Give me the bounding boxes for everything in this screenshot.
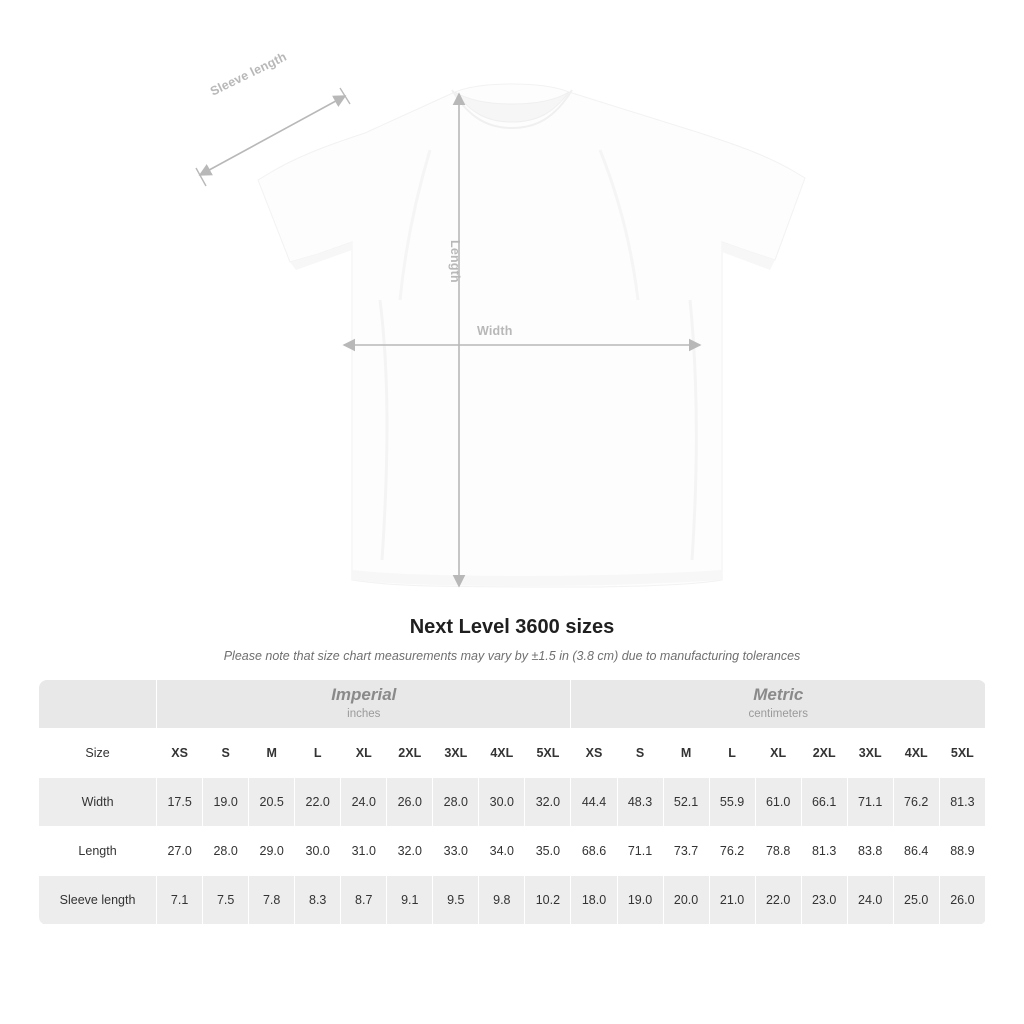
measurement-cell: 68.6	[571, 827, 617, 876]
measurement-cell: 73.7	[663, 827, 709, 876]
column-header-cell: S	[617, 729, 663, 778]
measurement-cell: 66.1	[801, 778, 847, 827]
unit-system-row	[39, 680, 986, 729]
row-header-cell: Length	[39, 827, 157, 876]
measurement-cell: 44.4	[571, 778, 617, 827]
column-header-cell: L	[295, 729, 341, 778]
column-header-cell: 4XL	[893, 729, 939, 778]
measurement-cell: 81.3	[939, 778, 985, 827]
measurement-cell: 22.0	[295, 778, 341, 827]
measurement-cell: 34.0	[479, 827, 525, 876]
measurement-cell: 88.9	[939, 827, 985, 876]
column-header-cell: S	[203, 729, 249, 778]
measurement-cell: 52.1	[663, 778, 709, 827]
measurement-cell: 48.3	[617, 778, 663, 827]
measurement-cell: 31.0	[341, 827, 387, 876]
column-header-cell: 3XL	[847, 729, 893, 778]
measurement-cell: 24.0	[847, 876, 893, 925]
measurement-cell: 28.0	[203, 827, 249, 876]
measurement-cell: 55.9	[709, 778, 755, 827]
measurement-cell: 8.7	[341, 876, 387, 925]
page-title: Next Level 3600 sizes	[409, 616, 615, 638]
table-row	[39, 827, 986, 876]
measurement-cell: 19.0	[203, 778, 249, 827]
measurement-cell: 86.4	[893, 827, 939, 876]
measurement-cell: 83.8	[847, 827, 893, 876]
measurement-cell: 8.3	[295, 876, 341, 925]
column-header-cell: 5XL	[939, 729, 985, 778]
measurement-cell: 71.1	[847, 778, 893, 827]
measurement-cell: 7.5	[203, 876, 249, 925]
size-chart-table	[38, 679, 986, 925]
title-block	[0, 616, 1024, 663]
measurement-cell: 9.5	[433, 876, 479, 925]
measurement-cell: 10.2	[525, 876, 571, 925]
unit-system-name: Imperial	[331, 685, 397, 705]
measurement-cell: 81.3	[801, 827, 847, 876]
measurement-cell: 22.0	[755, 876, 801, 925]
column-header-cell: XS	[571, 729, 617, 778]
column-header-row	[39, 729, 986, 778]
measurement-cell: 18.0	[571, 876, 617, 925]
sys-blank-cell	[39, 680, 157, 729]
measurement-cell: 33.0	[433, 827, 479, 876]
width-label: Width	[477, 324, 513, 338]
column-header-cell: XL	[341, 729, 387, 778]
measurement-cell: 71.1	[617, 827, 663, 876]
column-header-cell: 2XL	[801, 729, 847, 778]
column-header-cell: 3XL	[433, 729, 479, 778]
measurement-cell: 26.0	[387, 778, 433, 827]
column-header-cell: 4XL	[479, 729, 525, 778]
unit-system-unit: centimeters	[748, 708, 808, 721]
size-chart-table-wrap	[38, 679, 986, 925]
measurement-cell: 26.0	[939, 876, 985, 925]
measurement-cell: 32.0	[387, 827, 433, 876]
measurement-cell: 19.0	[617, 876, 663, 925]
measurement-cell: 23.0	[801, 876, 847, 925]
unit-system-cell-metric	[571, 680, 986, 729]
measurement-cell: 61.0	[755, 778, 801, 827]
column-header-cell: 2XL	[387, 729, 433, 778]
column-header-cell: 5XL	[525, 729, 571, 778]
size-header-cell: Size	[39, 729, 157, 778]
measurement-cell: 21.0	[709, 876, 755, 925]
unit-system-name: Metric	[753, 685, 804, 705]
column-header-cell: M	[249, 729, 295, 778]
row-header-cell: Width	[39, 778, 157, 827]
column-header-cell: M	[663, 729, 709, 778]
measurement-cell: 30.0	[479, 778, 525, 827]
measurement-cell: 30.0	[295, 827, 341, 876]
measurement-cell: 25.0	[893, 876, 939, 925]
measurement-cell: 20.0	[663, 876, 709, 925]
column-header-cell: L	[709, 729, 755, 778]
measurement-cell: 29.0	[249, 827, 295, 876]
measurement-cell: 76.2	[709, 827, 755, 876]
measurement-cell: 28.0	[433, 778, 479, 827]
length-label: Length	[448, 240, 462, 283]
measurement-cell: 7.8	[249, 876, 295, 925]
table-row	[39, 876, 986, 925]
table-row	[39, 778, 986, 827]
measurement-cell: 9.8	[479, 876, 525, 925]
measurement-cell: 35.0	[525, 827, 571, 876]
measurement-cell: 76.2	[893, 778, 939, 827]
unit-system-cell-imperial	[157, 680, 571, 729]
tolerance-note: Please note that size chart measurements may vary by ±1.5 in (3.8 cm) due to manufacturing tolerances	[223, 649, 801, 663]
measurement-cell: 24.0	[341, 778, 387, 827]
sleeve-length-label: Sleeve length	[208, 49, 289, 99]
measurement-cell: 7.1	[157, 876, 203, 925]
column-header-cell: XL	[755, 729, 801, 778]
shirt-shape	[258, 84, 805, 587]
measurement-cell: 20.5	[249, 778, 295, 827]
measurement-cell: 32.0	[525, 778, 571, 827]
measurement-cell: 17.5	[157, 778, 203, 827]
column-header-cell: XS	[157, 729, 203, 778]
measurement-cell: 78.8	[755, 827, 801, 876]
measurement-cell: 27.0	[157, 827, 203, 876]
unit-system-unit: inches	[347, 708, 381, 721]
measurement-cell: 9.1	[387, 876, 433, 925]
row-header-cell: Sleeve length	[39, 876, 157, 925]
